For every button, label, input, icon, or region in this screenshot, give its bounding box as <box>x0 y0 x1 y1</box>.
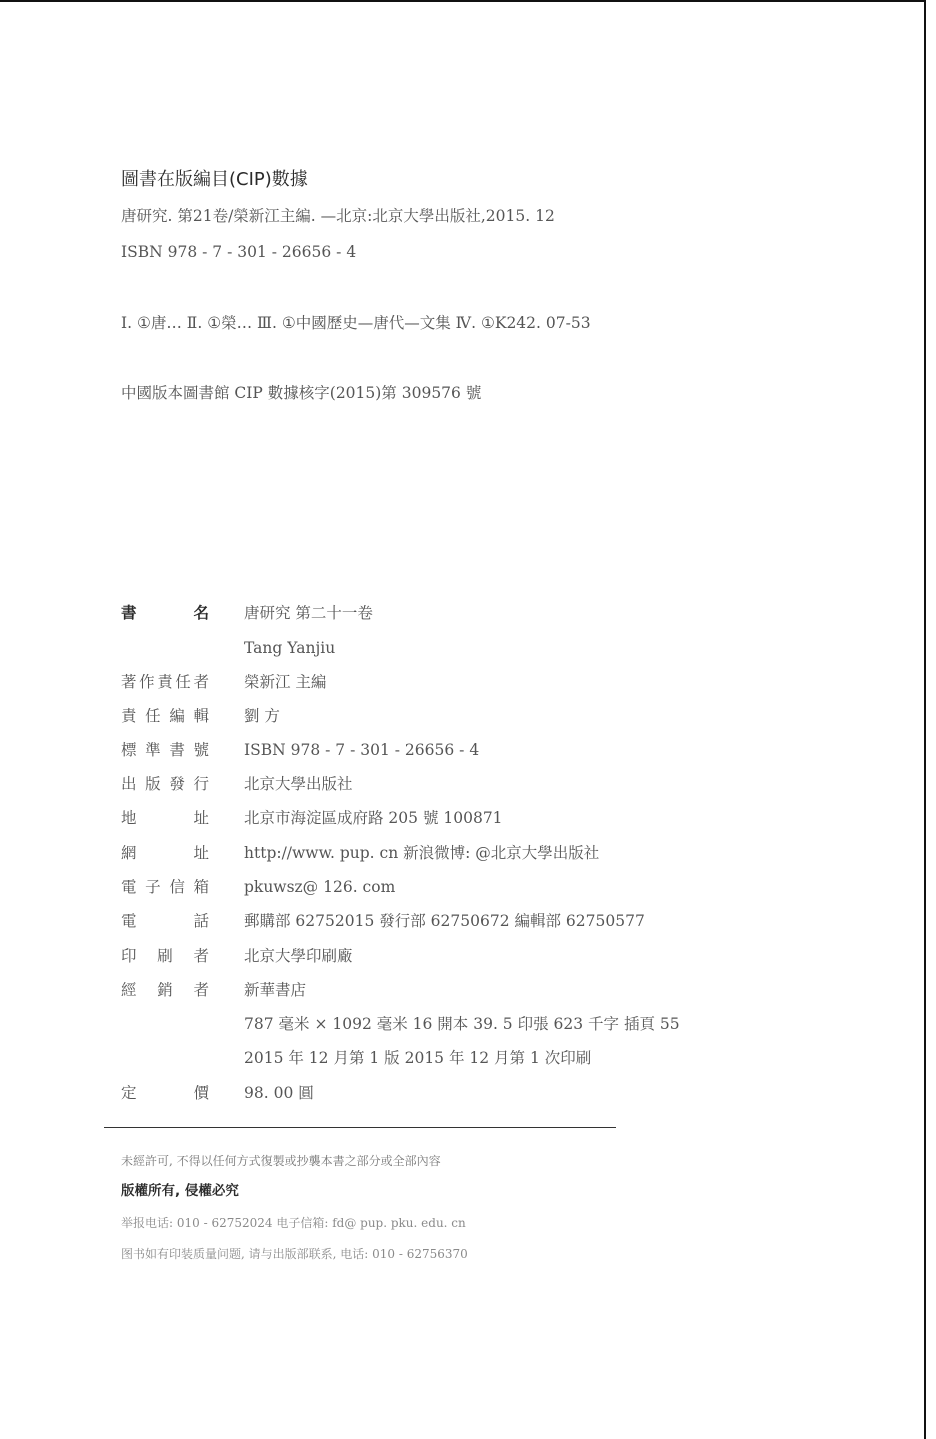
colophon-label: 書名 <box>121 604 209 622</box>
report-contact: 举报电话: 010 - 62752024 电子信箱: fd@ pup. pku. edu. cn <box>121 1216 466 1230</box>
cip-classification-line: Ⅰ. ①唐… Ⅱ. ①榮… Ⅲ. ①中國歷史—唐代—文集 Ⅳ. ①K242. 07-53 <box>121 314 591 332</box>
colophon-value: 98. 00 圓 <box>244 1084 314 1102</box>
colophon-value: 北京市海淀區成府路 205 號 100871 <box>244 809 503 827</box>
colophon-label: 著作責任者 <box>121 673 209 691</box>
cip-heading: 圖書在版編目(CIP)數據 <box>121 169 308 190</box>
cip-description-line: 唐研究. 第21卷/榮新江主編. —北京:北京大學出版社,2015. 12 <box>121 207 555 225</box>
colophon-label: 電子信箱 <box>121 878 209 896</box>
colophon-label: 標準書號 <box>121 741 209 759</box>
colophon-label: 地址 <box>121 809 209 827</box>
copy-notice: 未經許可, 不得以任何方式復製或抄襲本書之部分或全部內容 <box>121 1154 441 1168</box>
colophon-value: http://www. pup. cn 新浪微博: @北京大學出版社 <box>244 844 600 862</box>
colophon-value: 787 毫米 × 1092 毫米 16 開本 39. 5 印張 623 千字 插頁 55 <box>244 1015 680 1033</box>
colophon-value: Tang Yanjiu <box>244 639 336 657</box>
colophon-label: 印刷者 <box>121 947 209 965</box>
colophon-label: 責任編輯 <box>121 707 209 725</box>
colophon-value: 唐研究 第二十一卷 <box>244 604 373 622</box>
scan-border-top <box>0 0 926 2</box>
scan-border-right <box>924 0 926 1439</box>
cip-isbn-line: ISBN 978 - 7 - 301 - 26656 - 4 <box>121 243 357 261</box>
colophon-value: 劉 方 <box>244 707 280 725</box>
quality-contact: 图书如有印装质量问题, 请与出版部联系, 电话: 010 - 62756370 <box>121 1247 468 1261</box>
colophon-label: 定價 <box>121 1084 209 1102</box>
colophon-label: 經銷者 <box>121 981 209 999</box>
rights-notice: 版權所有, 侵權必究 <box>121 1183 239 1199</box>
colophon-label: 網址 <box>121 844 209 862</box>
colophon-value: 郵購部 62752015 發行部 62750672 編輯部 62750577 <box>244 912 645 930</box>
colophon-label: 電話 <box>121 912 209 930</box>
colophon-label: 出版發行 <box>121 775 209 793</box>
colophon-value: 北京大學印刷廠 <box>244 947 353 965</box>
colophon-value: ISBN 978 - 7 - 301 - 26656 - 4 <box>244 741 480 759</box>
cip-record-number: 中國版本圖書館 CIP 數據核字(2015)第 309576 號 <box>121 384 482 402</box>
colophon-value: 榮新江 主編 <box>244 673 327 691</box>
colophon-value: 2015 年 12 月第 1 版 2015 年 12 月第 1 次印刷 <box>244 1049 592 1067</box>
colophon-value: pkuwsz@ 126. com <box>244 878 396 896</box>
colophon-value: 新華書店 <box>244 981 307 999</box>
colophon-value: 北京大學出版社 <box>244 775 353 793</box>
footer-divider <box>104 1127 616 1128</box>
